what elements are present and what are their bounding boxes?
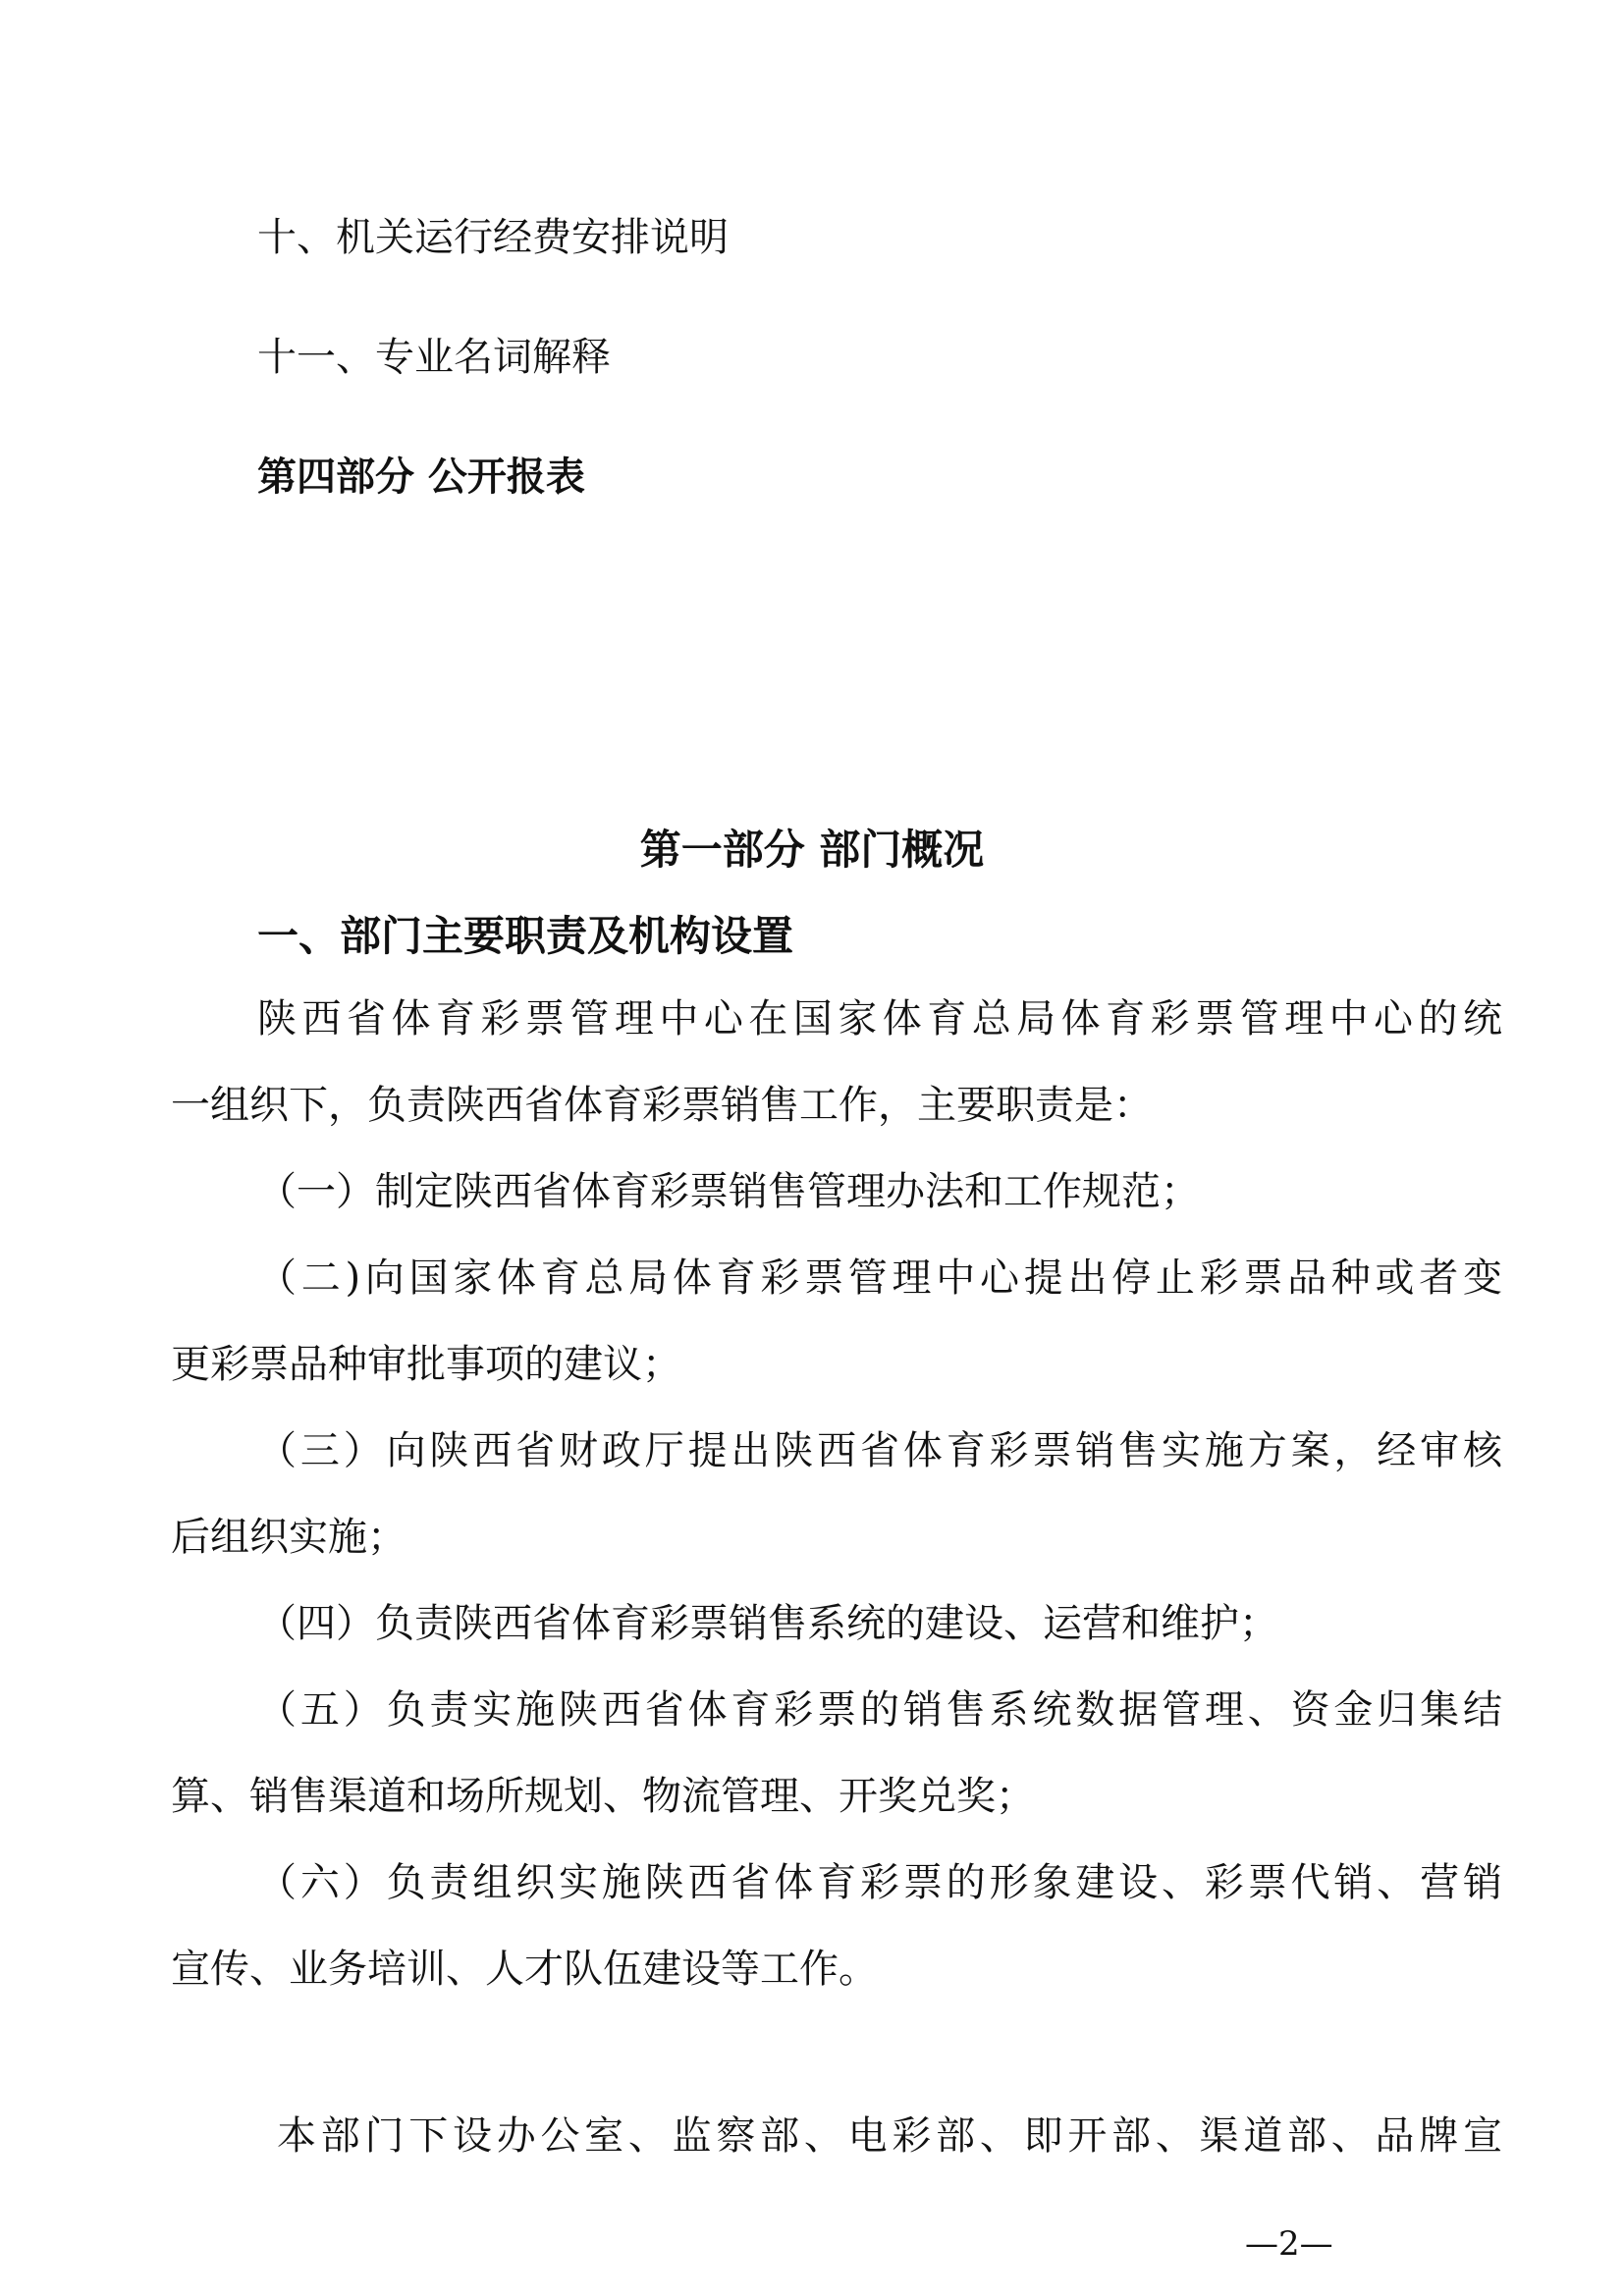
paragraph-line: 宣传、业务培训、人才队伍建设等工作。 bbox=[171, 1947, 878, 1992]
section-heading: 一、部门主要职责及机构设置 bbox=[257, 912, 794, 960]
paragraph-line: （五）负责实施陕西省体育彩票的销售系统数据管理、资金归集结 bbox=[257, 1687, 1502, 1733]
paragraph-line: （三）向陕西省财政厅提出陕西省体育彩票销售实施方案，经审核 bbox=[257, 1428, 1502, 1473]
paragraph-line: 一组织下，负责陕西省体育彩票销售工作，主要职责是： bbox=[171, 1083, 1153, 1128]
toc-part-four: 第四部分 公开报表 bbox=[257, 454, 585, 500]
paragraph-line: （四）负责陕西省体育彩票销售系统的建设、运营和维护； bbox=[257, 1601, 1278, 1646]
paragraph-line: （一）制定陕西省体育彩票销售管理办法和工作规范； bbox=[257, 1169, 1200, 1214]
paragraph-line: 本部门下设办公室、监察部、电彩部、即开部、渠道部、品牌宣 bbox=[277, 2113, 1502, 2159]
paragraph-line: 陕西省体育彩票管理中心在国家体育总局体育彩票管理中心的统 bbox=[257, 996, 1502, 1041]
part-title: 第一部分 部门概况 bbox=[639, 826, 985, 874]
paragraph-line: 算、销售渠道和场所规划、物流管理、开奖兑奖； bbox=[171, 1774, 1035, 1819]
toc-item-10: 十、机关运行经费安排说明 bbox=[257, 215, 729, 260]
page-number: —2— bbox=[1245, 2224, 1333, 2264]
paragraph-line: 更彩票品种审批事项的建议； bbox=[171, 1342, 681, 1387]
paragraph-line: （二)向国家体育总局体育彩票管理中心提出停止彩票品种或者变 bbox=[257, 1255, 1502, 1301]
toc-item-11: 十一、专业名词解释 bbox=[257, 335, 611, 380]
paragraph-line: 后组织实施； bbox=[171, 1515, 406, 1560]
paragraph-line: （六）负责组织实施陕西省体育彩票的形象建设、彩票代销、营销 bbox=[257, 1860, 1502, 1905]
